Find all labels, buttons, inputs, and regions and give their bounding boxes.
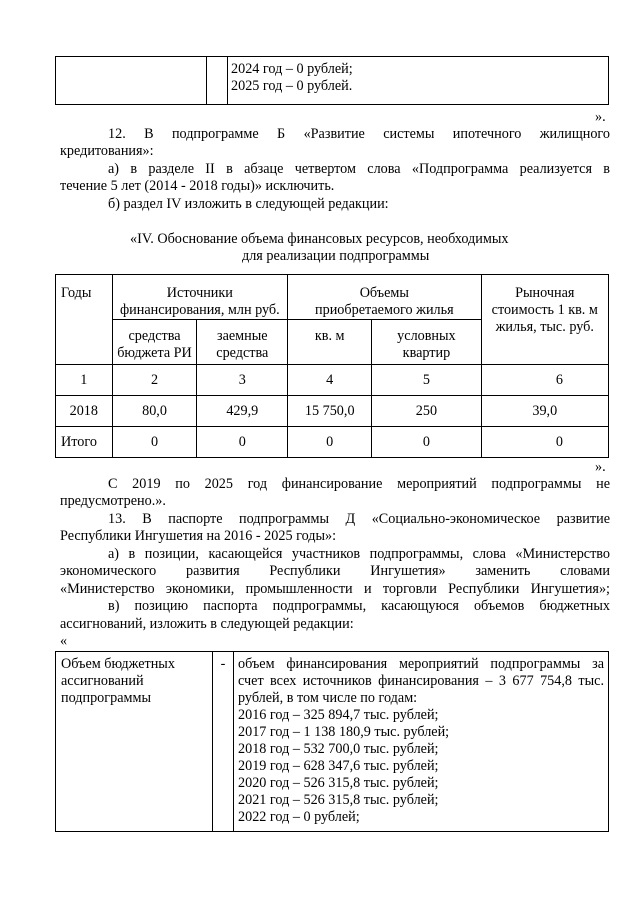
p2019-line2: предусмотрено.».	[60, 493, 166, 509]
p12-b: б) раздел IV изложить в следующей редакции:	[108, 196, 389, 212]
header-apartments: условных квартир	[372, 320, 481, 365]
p13-a-line2: экономического развития Республики Ингушетия» заменить словами	[60, 563, 610, 579]
p12-line1: 12. В подпрограмме Б «Развитие системы ипотечного жилищного	[108, 126, 610, 142]
budget-year-line: 2018 год – 532 700,0 тыс. рублей;	[238, 741, 439, 757]
cell: 0	[481, 427, 608, 458]
budget-text-cell: объем финансирования мероприятий подпрограммы за счет всех источников финансирования – 3 677 754,8 тыс. рублей, в том числе по годам: 2016 год – 325 894,7 тыс. рублей; 2017 год – 1 138 180,9 тыс. рублей; 2018 год – 532 700,0 тыс. рублей; 2019 год – 628 347,6 тыс. рублей; 2020 год – 526 315,8 тыс. рублей; 2021 год – 526 315,8 тыс. рублей; 2022 год – 0 рублей;	[234, 652, 609, 832]
budget-year-line: 2021 год – 526 315,8 тыс. рублей;	[238, 792, 439, 808]
cell: 6	[481, 365, 608, 396]
cell: 250	[372, 396, 481, 427]
header-volume: Объемы приобретаемого жилья	[288, 275, 481, 320]
cell: 3	[197, 365, 288, 396]
budget-year-line: 2017 год – 1 138 180,9 тыс. рублей;	[238, 724, 450, 740]
cell: 39,0	[481, 396, 608, 427]
p13-line2: Республики Ингушетия на 2016 - 2025 годы»:	[60, 528, 337, 544]
top-table-fragment	[55, 56, 609, 105]
header-budget: средства бюджета РИ	[112, 320, 197, 365]
cell: 0	[112, 427, 197, 458]
budget-dash-cell: -	[213, 652, 234, 832]
table-row	[56, 396, 609, 427]
cell: 2	[112, 365, 197, 396]
header-years: Годы	[56, 275, 113, 365]
p2019-line1: С 2019 по 2025 год финансирование мероприятий подпрограммы не	[108, 476, 610, 492]
top-table-dash-cell	[207, 57, 228, 105]
quote-close: ».	[595, 109, 606, 125]
p13-a-line3: «Министерство экономики, промышленности и торговли Республики Ингушетия»;	[60, 581, 610, 597]
quote-close: ».	[595, 459, 606, 475]
p12-a-line1: а) в разделе II в абзаце четвертом слова «Подпрограмма реализуется в	[108, 161, 610, 177]
cell: 2018	[56, 396, 113, 427]
p12-a-line2: течение 5 лет (2014 - 2018 годы)» исключить.	[60, 178, 335, 194]
p13-a-line1: а) в позиции, касающейся участников подпрограммы, слова «Министерство	[108, 546, 610, 562]
cell: 80,0	[112, 396, 197, 427]
header-borrowed: заемные средства	[197, 320, 288, 365]
header-sources: Источники финансирования, млн руб.	[112, 275, 288, 320]
cell: 0	[197, 427, 288, 458]
cell: 15 750,0	[288, 396, 372, 427]
budget-year-line: 2019 год – 628 347,6 тыс. рублей;	[238, 758, 439, 774]
budget-table	[55, 651, 609, 832]
section-title-line2: для реализации подпрограммы	[242, 248, 430, 264]
budget-year-line: 2022 год – 0 рублей;	[238, 809, 360, 825]
cell: 0	[372, 427, 481, 458]
financing-table	[55, 274, 609, 458]
p13-b-line1: в) позицию паспорта подпрограммы, касающуюся объемов бюджетных	[108, 598, 610, 614]
p12-line2: кредитования»:	[60, 143, 154, 159]
budget-label-cell: Объем бюджетных ассигнований подпрограммы	[56, 652, 213, 832]
cell: 429,9	[197, 396, 288, 427]
top-table-line: 2024 год – 0 рублей;	[231, 61, 353, 77]
budget-year-line: 2016 год – 325 894,7 тыс. рублей;	[238, 707, 439, 723]
top-table-text-cell	[228, 57, 609, 105]
p13-b-line2: ассигнований, изложить в следующей редакции:	[60, 616, 354, 632]
cell: Итого	[56, 427, 113, 458]
cell: 0	[288, 427, 372, 458]
section-title-line1: «IV. Обоснование объема финансовых ресурсов, необходимых	[130, 231, 509, 247]
header-sqm: кв. м	[288, 320, 372, 365]
quote-open: «	[60, 633, 68, 649]
cell: 1	[56, 365, 113, 396]
p13-line1: 13. В паспорте подпрограммы Д «Социально-экономическое развитие	[108, 511, 610, 527]
cell: 5	[372, 365, 481, 396]
budget-year-line: 2020 год – 526 315,8 тыс. рублей;	[238, 775, 439, 791]
table-row	[56, 365, 609, 396]
cell: 4	[288, 365, 372, 396]
top-table-empty-cell	[56, 57, 207, 105]
header-price: Рыночная стоимость 1 кв. м жилья, тыс. руб.	[481, 275, 608, 365]
top-table-line: 2025 год – 0 рублей.	[231, 78, 353, 94]
table-row	[56, 427, 609, 458]
